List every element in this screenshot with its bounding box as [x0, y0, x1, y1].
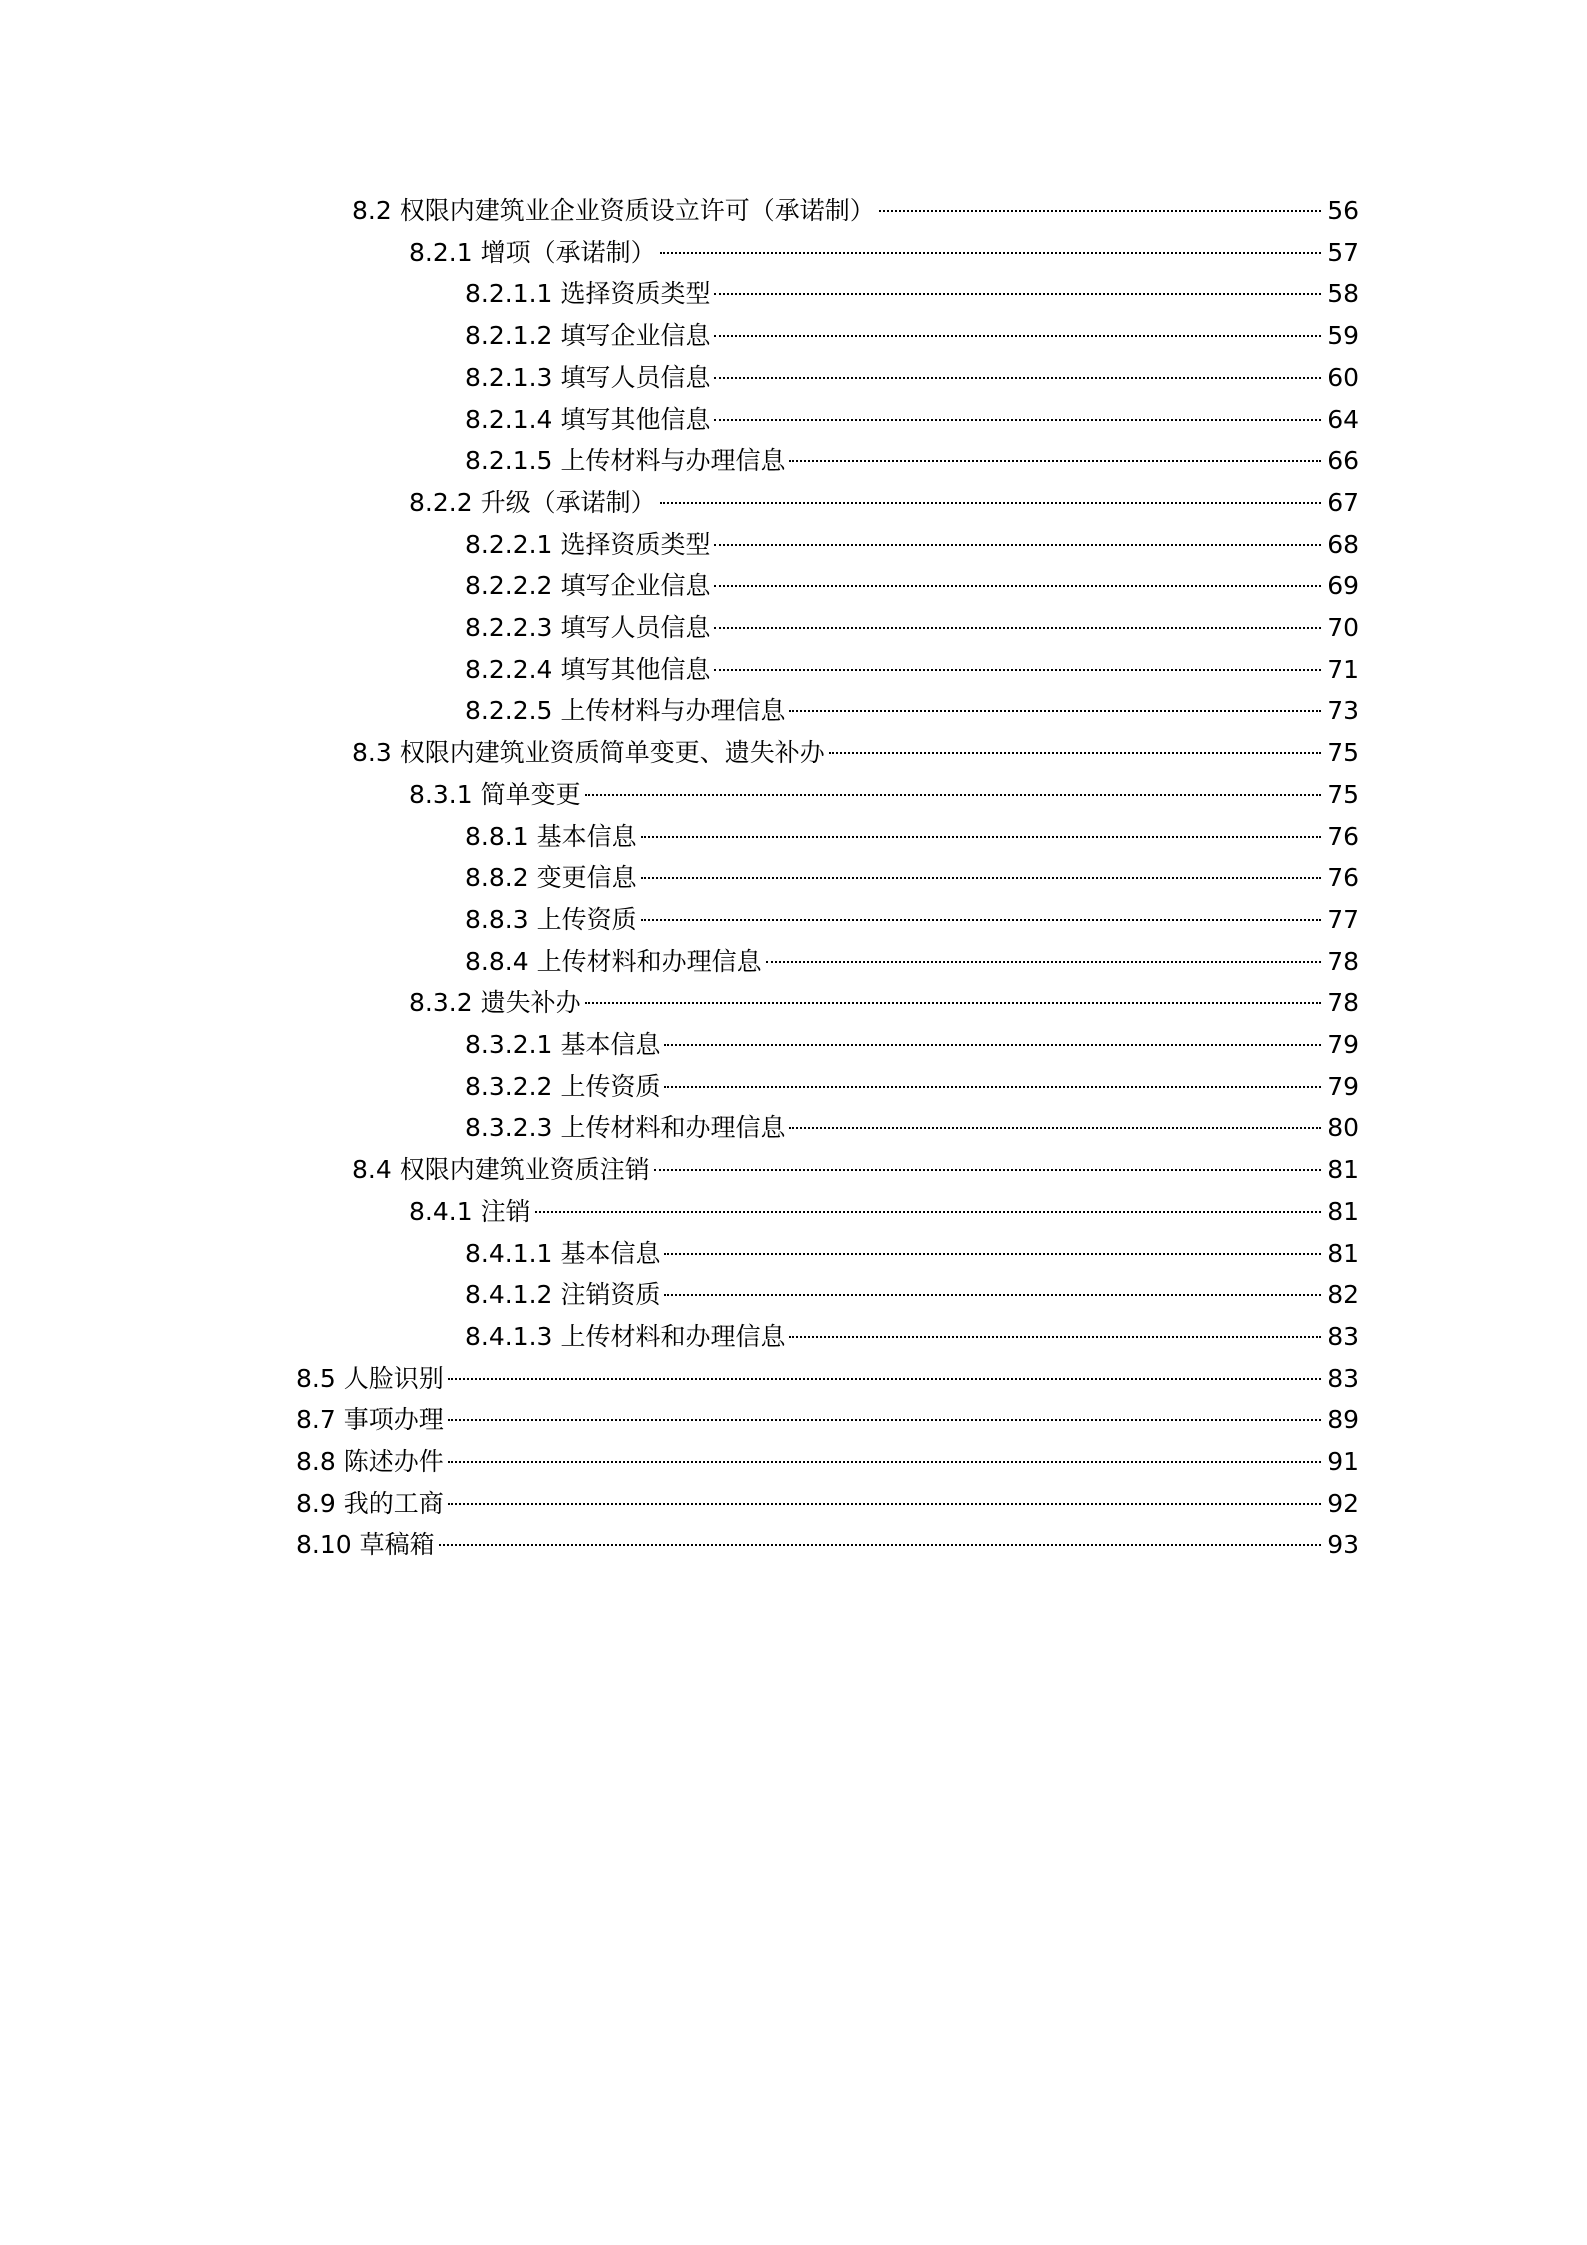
toc-entry-page-number: 78 [1327, 988, 1359, 1018]
toc-entry-number: 8.9 [296, 1488, 336, 1518]
toc-entry-number: 8.2.2.2 [465, 571, 553, 601]
toc-entry[interactable] [465, 1107, 1359, 1149]
toc-entry-page-number: 81 [1327, 1155, 1359, 1185]
toc-entry[interactable] [465, 1024, 1359, 1066]
toc-entry-number: 8.10 [296, 1530, 352, 1560]
toc-entry-page-number: 70 [1327, 613, 1359, 642]
dot-leader [654, 1169, 1321, 1171]
toc-entry[interactable] [296, 1441, 1359, 1483]
dot-leader [448, 1461, 1321, 1463]
toc-entry-title: 基本信息 [560, 1030, 661, 1059]
toc-entry[interactable] [465, 649, 1359, 691]
toc-entry-number: 8.2 [352, 196, 392, 225]
toc-entry[interactable] [409, 982, 1359, 1024]
toc-entry-number: 8.3.2.2 [465, 1071, 553, 1101]
toc-entry-page-number: 92 [1327, 1488, 1359, 1518]
toc-entry-title: 上传材料和办理信息 [536, 946, 762, 976]
toc-entry-title: 填写人员信息 [560, 362, 711, 392]
toc-entry-number: 8.4.1.1 [465, 1238, 553, 1268]
toc-entry-page-number: 69 [1327, 571, 1359, 601]
dot-leader [448, 1378, 1321, 1380]
toc-entry-page-number: 75 [1327, 738, 1359, 768]
toc-entry-number: 8.5 [296, 1363, 336, 1393]
toc-entry-title: 上传资质 [560, 1071, 661, 1101]
toc-entry[interactable] [296, 1399, 1359, 1441]
dot-leader [714, 293, 1321, 295]
dot-leader [714, 627, 1321, 629]
toc-entry-title: 填写人员信息 [560, 613, 711, 642]
toc-entry-title: 上传材料与办理信息 [560, 696, 786, 726]
toc-entry-page-number: 58 [1327, 279, 1359, 309]
toc-entry-title: 草稿箱 [359, 1530, 435, 1560]
toc-entry-page-number: 60 [1327, 362, 1359, 392]
dot-leader [714, 335, 1321, 337]
dot-leader [766, 961, 1321, 963]
dot-leader [789, 460, 1321, 462]
toc-entry-page-number: 81 [1327, 1238, 1359, 1268]
toc-entry-number: 8.2.1.4 [465, 404, 553, 434]
dot-leader [714, 419, 1321, 421]
dot-leader [641, 877, 1321, 879]
toc-entry-page-number: 77 [1327, 904, 1359, 934]
toc-entry-number: 8.2.1.1 [465, 279, 553, 309]
toc-entry-page-number: 67 [1327, 487, 1359, 517]
toc-entry-page-number: 82 [1327, 1280, 1359, 1310]
dot-leader [789, 710, 1321, 712]
toc-entry-title: 权限内建筑业资质注销 [399, 1155, 650, 1185]
toc-entry-page-number: 93 [1327, 1530, 1359, 1560]
toc-entry-number: 8.2.2.5 [465, 696, 553, 726]
toc-entry-title: 基本信息 [560, 1238, 661, 1268]
dot-leader [789, 1127, 1321, 1129]
toc-entry-title: 上传资质 [536, 904, 637, 934]
toc-entry[interactable] [465, 440, 1359, 482]
dot-leader [789, 1336, 1321, 1338]
toc-entry[interactable] [465, 607, 1359, 649]
toc-entry-number: 8.3.2.3 [465, 1113, 553, 1143]
dot-leader [535, 1211, 1321, 1213]
toc-entry-title: 事项办理 [343, 1405, 444, 1435]
toc-entry[interactable] [352, 190, 1359, 232]
toc-entry-number: 8.4 [352, 1155, 392, 1185]
toc-entry-number: 8.2.2.3 [465, 613, 553, 642]
toc-entry[interactable] [352, 1149, 1359, 1191]
toc-entry-page-number: 59 [1327, 321, 1359, 351]
toc-entry-title: 注销 [480, 1196, 531, 1226]
toc-entry-number: 8.3.1 [409, 779, 473, 809]
toc-entry-page-number: 68 [1327, 529, 1359, 559]
toc-entry[interactable] [409, 232, 1359, 274]
toc-entry-page-number: 75 [1327, 779, 1359, 809]
toc-entry-title: 遗失补办 [480, 988, 581, 1018]
toc-entry[interactable] [465, 690, 1359, 732]
dot-leader [439, 1544, 1321, 1546]
toc-entry-title: 简单变更 [480, 779, 581, 809]
toc-entry-title: 人脸识别 [343, 1363, 444, 1393]
toc-entry-number: 8.2.1.2 [465, 321, 553, 351]
toc-entry[interactable] [409, 482, 1359, 524]
dot-leader [664, 1294, 1321, 1296]
toc-entry-title: 权限内建筑业资质简单变更、遗失补办 [399, 738, 825, 768]
toc-entry[interactable] [465, 273, 1359, 315]
toc-entry-title: 上传材料与办理信息 [560, 446, 786, 476]
toc-entry-number: 8.8.3 [465, 904, 529, 934]
toc-entry[interactable] [409, 774, 1359, 816]
toc-entry-number: 8.8.4 [465, 946, 529, 976]
toc-entry-title: 上传材料和办理信息 [560, 1113, 786, 1143]
toc-entry[interactable] [296, 1483, 1359, 1525]
toc-entry[interactable] [465, 816, 1359, 858]
toc-entry[interactable] [465, 899, 1359, 941]
toc-entry-page-number: 83 [1327, 1321, 1359, 1351]
toc-entry-number: 8.2.2.1 [465, 529, 553, 559]
dot-leader [448, 1503, 1321, 1505]
toc-entry-page-number: 78 [1327, 946, 1359, 976]
toc-entry-number: 8.3 [352, 738, 392, 768]
toc-entry-page-number: 81 [1327, 1196, 1359, 1226]
toc-entry[interactable] [465, 524, 1359, 566]
dot-leader [714, 669, 1321, 671]
toc-entry-page-number: 76 [1327, 863, 1359, 893]
toc-entry-number: 8.8 [296, 1447, 336, 1476]
toc-entry-title: 填写企业信息 [560, 571, 711, 601]
toc-entry-number: 8.2.1.5 [465, 446, 553, 476]
toc-entry-title: 增项（承诺制） [480, 237, 656, 267]
dot-leader [664, 1253, 1321, 1255]
toc-entry-title: 基本信息 [536, 821, 637, 851]
toc-entry-page-number: 73 [1327, 696, 1359, 726]
toc-entry-number: 8.3.2.1 [465, 1030, 553, 1059]
toc-entry[interactable] [352, 732, 1359, 774]
toc-entry-number: 8.8.2 [465, 863, 529, 893]
toc-entry-page-number: 64 [1327, 404, 1359, 434]
toc-entry-page-number: 76 [1327, 821, 1359, 851]
toc-entry[interactable] [465, 315, 1359, 357]
dot-leader [714, 585, 1321, 587]
dot-leader [660, 252, 1321, 254]
toc-entry-page-number: 79 [1327, 1071, 1359, 1101]
toc-entry[interactable] [465, 357, 1359, 399]
toc-entry-number: 8.4.1.2 [465, 1280, 553, 1310]
toc-entry-page-number: 91 [1327, 1447, 1359, 1476]
toc-entry-number: 8.4.1 [409, 1196, 473, 1226]
toc-entry-page-number: 56 [1327, 196, 1359, 225]
toc-entry-number: 8.7 [296, 1405, 336, 1435]
toc-entry-title: 填写其他信息 [560, 404, 711, 434]
dot-leader [641, 836, 1321, 838]
dot-leader [664, 1044, 1321, 1046]
toc-entry-page-number: 79 [1327, 1030, 1359, 1059]
toc-entry[interactable] [465, 941, 1359, 983]
toc-entry-page-number: 83 [1327, 1363, 1359, 1393]
toc-entry-title: 变更信息 [536, 863, 637, 893]
toc-entry-title: 陈述办件 [343, 1447, 444, 1476]
toc-entry-title: 注销资质 [560, 1280, 661, 1310]
toc-entry-number: 8.2.2 [409, 487, 473, 517]
toc-entry-number: 8.2.1.3 [465, 362, 553, 392]
toc-entry[interactable] [465, 1274, 1359, 1316]
dot-leader [714, 544, 1321, 546]
dot-leader [660, 502, 1321, 504]
dot-leader [829, 752, 1321, 754]
toc-entry-title: 选择资质类型 [560, 529, 711, 559]
toc-entry[interactable] [465, 1316, 1359, 1358]
toc-entry[interactable] [296, 1524, 1359, 1566]
toc-entry-page-number: 57 [1327, 237, 1359, 267]
toc-entry-page-number: 80 [1327, 1113, 1359, 1143]
toc-entry-number: 8.2.1 [409, 237, 473, 267]
toc-entry-number: 8.3.2 [409, 988, 473, 1018]
toc-entry-title: 选择资质类型 [560, 279, 711, 309]
toc-entry-title: 权限内建筑业企业资质设立许可（承诺制） [399, 196, 875, 225]
toc-entry[interactable] [465, 565, 1359, 607]
dot-leader [664, 1086, 1321, 1088]
toc-entry-title: 我的工商 [343, 1488, 444, 1518]
toc-entry[interactable] [465, 1233, 1359, 1275]
toc-entry[interactable] [409, 1191, 1359, 1233]
toc-entry[interactable] [465, 1066, 1359, 1108]
toc-entry-title: 上传材料和办理信息 [560, 1321, 786, 1351]
toc-entry-number: 8.4.1.3 [465, 1321, 553, 1351]
toc-entry-page-number: 66 [1327, 446, 1359, 476]
dot-leader [879, 210, 1321, 212]
toc-entry[interactable] [465, 399, 1359, 441]
dot-leader [448, 1419, 1321, 1421]
toc-entry[interactable] [465, 857, 1359, 899]
toc-entry-title: 填写企业信息 [560, 321, 711, 351]
dot-leader [585, 794, 1321, 796]
toc-entry-title: 填写其他信息 [560, 654, 711, 684]
toc-entry-number: 8.2.2.4 [465, 654, 553, 684]
toc-entry[interactable] [296, 1358, 1359, 1400]
toc-entry-number: 8.8.1 [465, 821, 529, 851]
toc-entry-page-number: 89 [1327, 1405, 1359, 1435]
toc-entry-title: 升级（承诺制） [480, 487, 656, 517]
dot-leader [585, 1002, 1321, 1004]
dot-leader [714, 377, 1321, 379]
dot-leader [641, 919, 1321, 921]
toc-entry-page-number: 71 [1327, 654, 1359, 684]
